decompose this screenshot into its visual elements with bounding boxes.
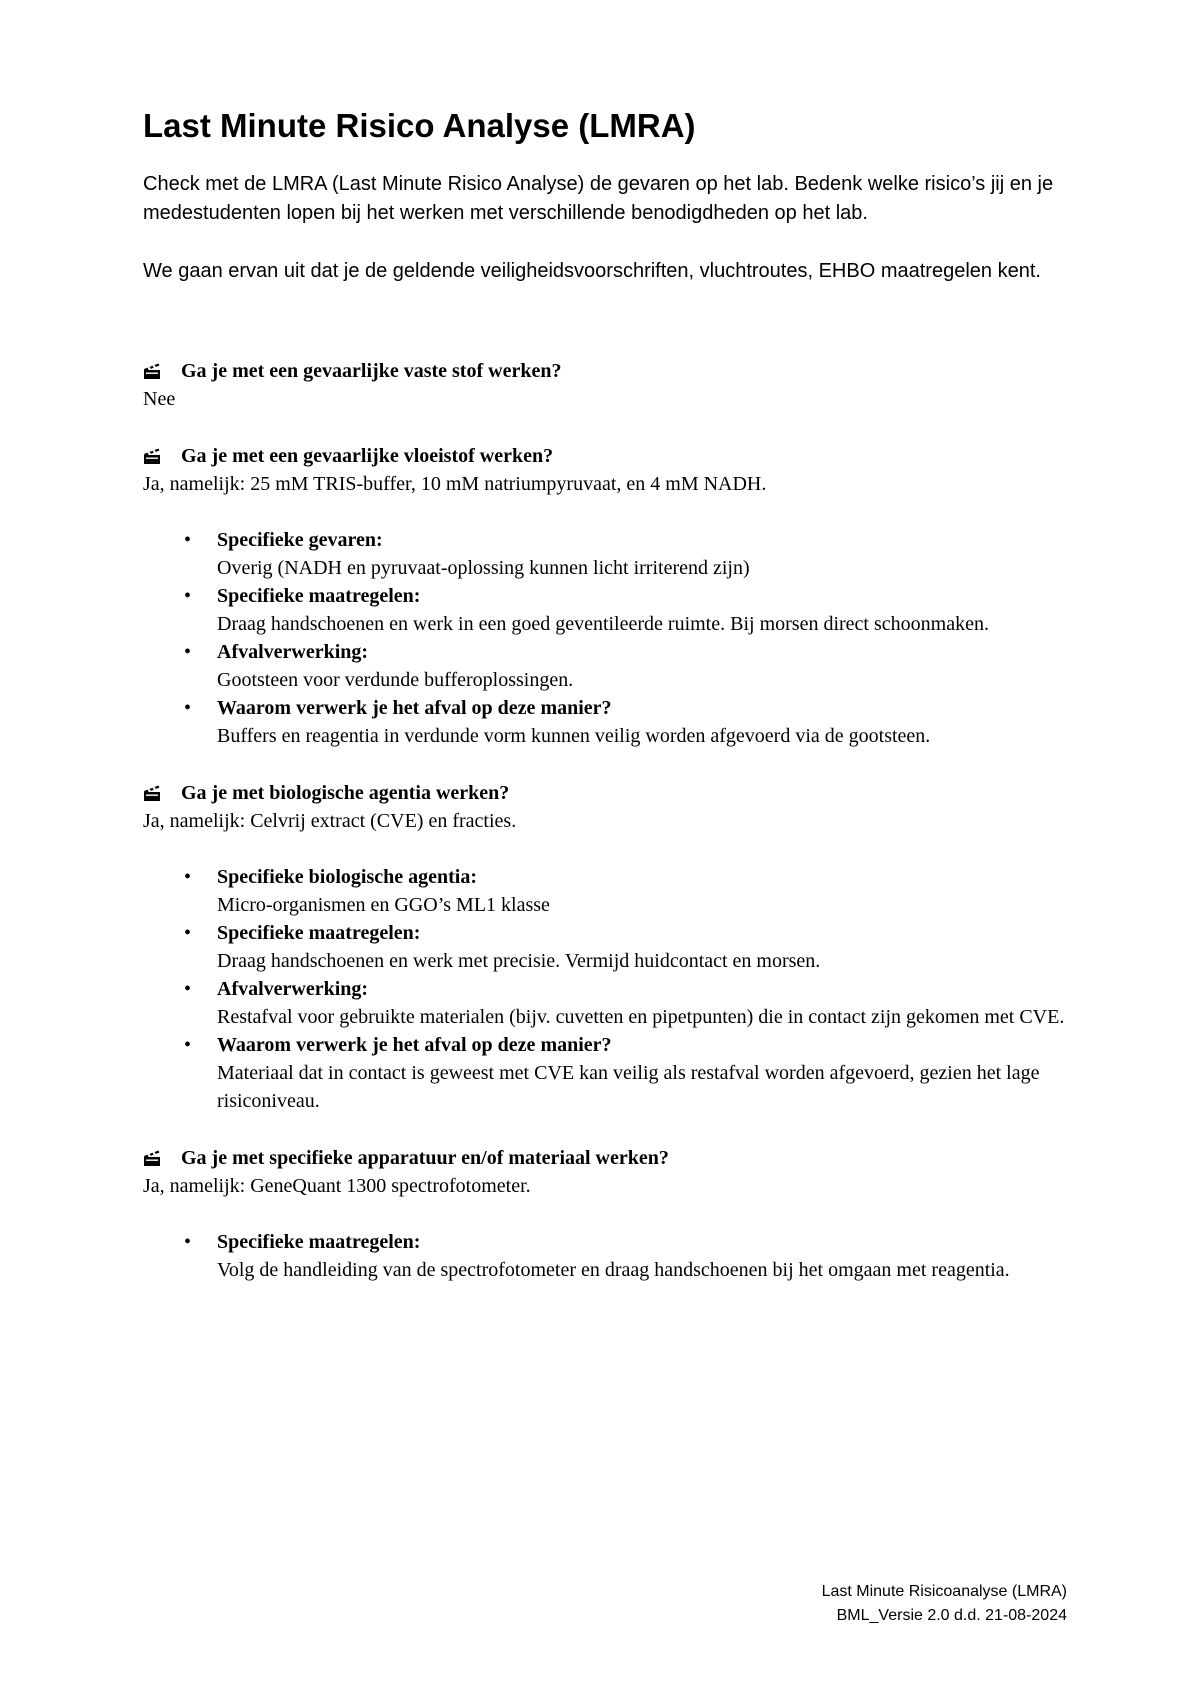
- detail-label: Specifieke maatregelen:: [217, 1231, 421, 1253]
- detail-label: Afvalverwerking:: [217, 641, 369, 663]
- question-heading: [143, 357, 1073, 385]
- bullet-icon: •: [184, 697, 192, 719]
- detail-text: Buffers en reagentia in verdunde vorm kunnen veilig worden afgevoerd via de gootsteen.: [217, 725, 931, 747]
- question-answer: Nee: [143, 388, 176, 410]
- question-answer: Ja, namelijk: Celvrij extract (CVE) en fracties.: [143, 810, 517, 832]
- question-section: [143, 1144, 1073, 1284]
- bullet-icon: •: [184, 922, 192, 944]
- detail-item: [143, 919, 1073, 975]
- detail-text: Volg de handleiding van de spectrofotometer en draag handschoenen bij het omgaan met reagentia.: [217, 1259, 1010, 1281]
- detail-item: [143, 526, 1073, 582]
- detail-list: [143, 526, 1073, 750]
- detail-label: Specifieke gevaren:: [217, 529, 383, 551]
- question-section: [143, 442, 1073, 750]
- detail-label: Specifieke maatregelen:: [217, 585, 421, 607]
- detail-label: Waarom verwerk je het afval op deze manier?: [217, 1034, 612, 1056]
- bullet-icon: •: [184, 866, 192, 888]
- clapperboard-icon: [143, 362, 161, 380]
- detail-text: Draag handschoenen en werk in een goed geventileerde ruimte. Bij morsen direct schoonmaken.: [217, 613, 989, 635]
- question-section: [143, 357, 1073, 413]
- detail-text: Materiaal dat in contact is geweest met CVE kan veilig als restafval worden afgevoerd, gezien het lage risiconiveau.: [217, 1062, 1040, 1112]
- bullet-icon: •: [184, 641, 192, 663]
- question-heading: [143, 442, 1073, 470]
- detail-item: [143, 582, 1073, 638]
- bullet-icon: •: [184, 978, 192, 1000]
- question-text: Ga je met een gevaarlijke vloeistof werken?: [181, 445, 554, 467]
- footer-version: BML_Versie 2.0 d.d. 21-08-2024: [836, 1607, 1067, 1624]
- bullet-icon: •: [184, 585, 192, 607]
- detail-list: [143, 863, 1073, 1115]
- bullet-icon: •: [184, 1231, 192, 1253]
- question-text: Ga je met specifieke apparatuur en/of materiaal werken?: [181, 1147, 669, 1169]
- question-list: [143, 357, 1073, 1284]
- detail-item: [143, 1031, 1073, 1115]
- question-answer: Ja, namelijk: GeneQuant 1300 spectrofotometer.: [143, 1175, 531, 1197]
- detail-text: Overig (NADH en pyruvaat-oplossing kunnen licht irriterend zijn): [217, 557, 750, 579]
- detail-text: Micro-organismen en GGO’s ML1 klasse: [217, 894, 550, 916]
- footer-title: Last Minute Risicoanalyse (LMRA): [821, 1583, 1067, 1600]
- question-heading: [143, 779, 1073, 807]
- detail-label: Waarom verwerk je het afval op deze manier?: [217, 697, 612, 719]
- page-footer: [822, 1580, 1067, 1628]
- detail-item: [143, 694, 1073, 750]
- question-text: Ga je met biologische agentia werken?: [181, 782, 510, 804]
- detail-label: Afvalverwerking:: [217, 978, 369, 1000]
- detail-text: Restafval voor gebruikte materialen (bijv. cuvetten en pipetpunten) die in contact zijn gekomen met CVE.: [217, 1006, 1065, 1028]
- detail-label: Specifieke maatregelen:: [217, 922, 421, 944]
- question-text: Ga je met een gevaarlijke vaste stof werken?: [181, 360, 562, 382]
- detail-item: [143, 1228, 1073, 1284]
- question-answer: Ja, namelijk: 25 mM TRIS-buffer, 10 mM natriumpyruvaat, en 4 mM NADH.: [143, 473, 767, 495]
- detail-text: Gootsteen voor verdunde bufferoplossingen.: [217, 669, 574, 691]
- detail-list: [143, 1228, 1073, 1284]
- question-heading: [143, 1144, 1073, 1172]
- bullet-icon: •: [184, 1034, 192, 1056]
- detail-item: [143, 863, 1073, 919]
- detail-text: Draag handschoenen en werk met precisie. Vermijd huidcontact en morsen.: [217, 950, 821, 972]
- document-body: [143, 104, 1073, 1313]
- clapperboard-icon: [143, 1149, 161, 1167]
- bullet-icon: •: [184, 529, 192, 551]
- clapperboard-icon: [143, 447, 161, 465]
- detail-item: [143, 638, 1073, 694]
- detail-label: Specifieke biologische agentia:: [217, 866, 477, 888]
- document-title: Last Minute Risico Analyse (LMRA): [143, 107, 696, 144]
- intro-paragraph-1: Check met de LMRA (Last Minute Risico Analyse) de gevaren op het lab. Bedenk welke risico’s jij en je medestudenten lopen bij het werken met verschillende benodigdheden op het lab.: [143, 173, 1054, 224]
- intro-paragraph-2: We gaan ervan uit dat je de geldende veiligheidsvoorschriften, vluchtroutes, EHBO maatregelen kent.: [143, 260, 1041, 282]
- clapperboard-icon: [143, 784, 161, 802]
- detail-item: [143, 975, 1073, 1031]
- question-section: [143, 779, 1073, 1115]
